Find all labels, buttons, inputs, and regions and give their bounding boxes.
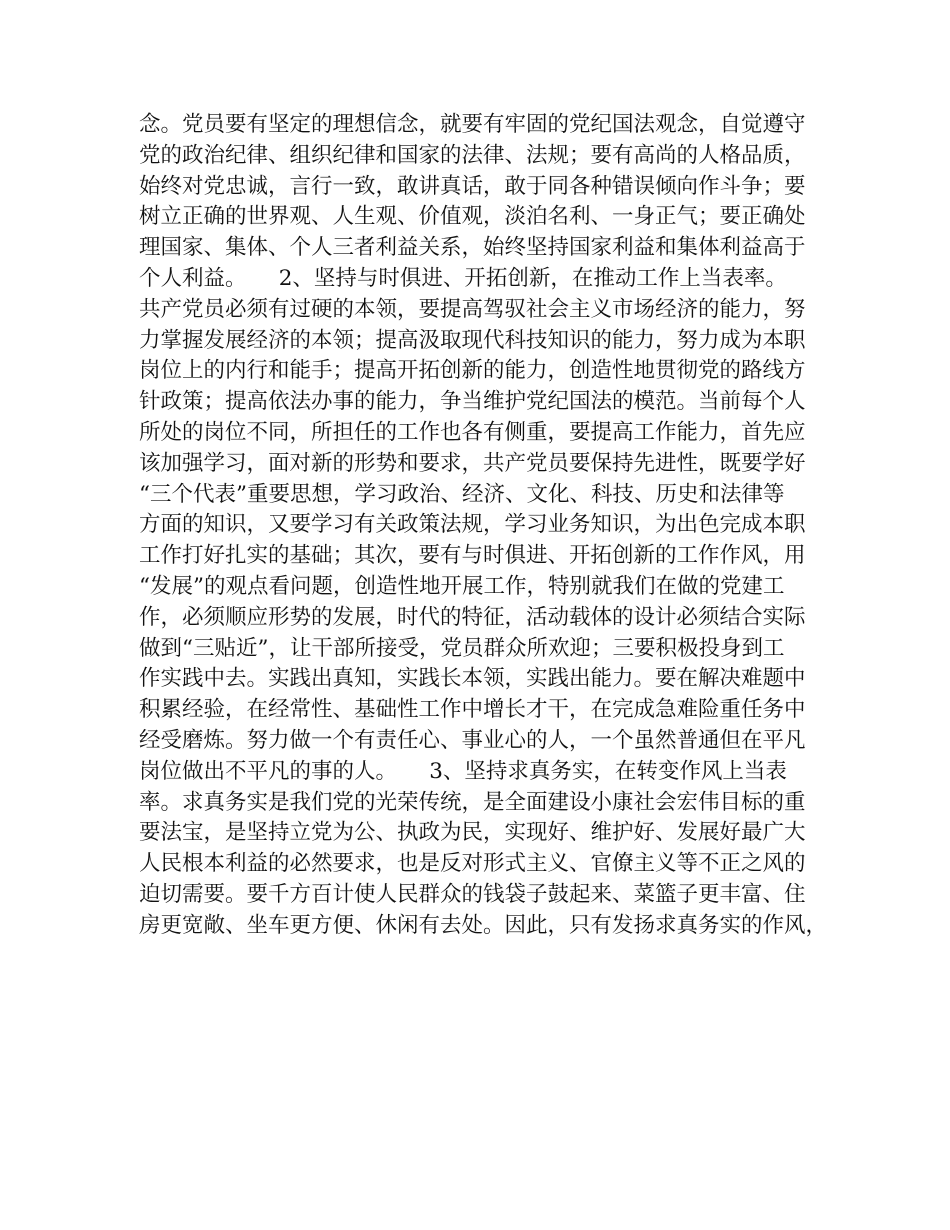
text-line: 方面的知识，又要学习有关政策法规，学习业务知识，为出色完成本职 <box>139 512 806 538</box>
text-line: 积累经验，在经常性、基础性工作中增长才干，在完成急难险重任务中 <box>139 697 806 723</box>
text-line: 念。党员要有坚定的理想信念，就要有牢固的党纪国法观念，自觉遵守 <box>139 112 806 137</box>
text-line: 工作打好扎实的基础；其次，要有与时俱进、开拓创新的工作作风，用 <box>139 543 806 569</box>
text-line: 针政策；提高依法办事的能力，争当维护党纪国法的模范。当前每个人 <box>139 389 806 415</box>
text-line: 人民根本利益的必然要求，也是反对形式主义、官僚主义等不正之风的 <box>139 851 806 877</box>
text-line: 力掌握发展经济的本领；提高汲取现代科技知识的能力，努力成为本职 <box>139 327 806 353</box>
text-line: 率。求真务实是我们党的光荣传统，是全面建设小康社会宏伟目标的重 <box>139 789 806 815</box>
text-line: 要法宝，是坚持立党为公、执政为民，实现好、维护好、发展好最广大 <box>139 820 806 846</box>
text-line: 理国家、集体、个人三者利益关系，始终坚持国家利益和集体利益高于 <box>139 235 806 261</box>
text-line: 迫切需要。要千方百计使人民群众的钱袋子鼓起来、菜篮子更丰富、住 <box>139 881 806 907</box>
text-line: “三个代表”重要思想，学习政治、经济、文化、科技、历史和法律等 <box>139 481 785 507</box>
text-line: 所处的岗位不同，所担任的工作也各有侧重，要提高工作能力，首先应 <box>139 419 806 445</box>
text-line: 个人利益。 2、坚持与时俱进、开拓创新，在推动工作上当表率。 <box>139 265 787 291</box>
text-line: 始终对党忠诚，言行一致，敢讲真话，敢于同各种错误倾向作斗争；要 <box>139 173 806 199</box>
text-line: 树立正确的世界观、人生观、价值观，淡泊名利、一身正气；要正确处 <box>139 204 806 230</box>
text-line: 经受磨炼。努力做一个有责任心、事业心的人，一个虽然普通但在平凡 <box>139 727 806 753</box>
text-line: “发展”的观点看问题，创造性地开展工作，特别就我们在做的党建工 <box>139 573 785 599</box>
text-line: 做到“三贴近”，让干部所接受，党员群众所欢迎；三要积极投身到工 <box>139 635 785 661</box>
text-line: 作，必须顺应形势的发展，时代的特征，活动载体的设计必须结合实际 <box>139 604 806 630</box>
body-text <box>139 110 829 942</box>
text-line: 共产党员必须有过硬的本领，要提高驾驭社会主义市场经济的能力，努 <box>139 296 806 322</box>
text-line: 房更宽敞、坐车更方便、休闲有去处。因此，只有发扬求真务实的作风， <box>139 912 828 938</box>
text-line: 岗位上的内行和能手；提高开拓创新的能力，创造性地贯彻党的路线方 <box>139 358 806 384</box>
text-line: 该加强学习，面对新的形势和要求，共产党员要保持先进性，既要学好 <box>139 450 806 476</box>
text-line: 党的政治纪律、组织纪律和国家的法律、法规；要有高尚的人格品质， <box>139 142 806 168</box>
text-line: 作实践中去。实践出真知，实践长本领，实践出能力。要在解决难题中 <box>139 666 806 692</box>
text-line: 岗位做出不平凡的事的人。 3、坚持求真务实，在转变作风上当表 <box>139 758 787 784</box>
